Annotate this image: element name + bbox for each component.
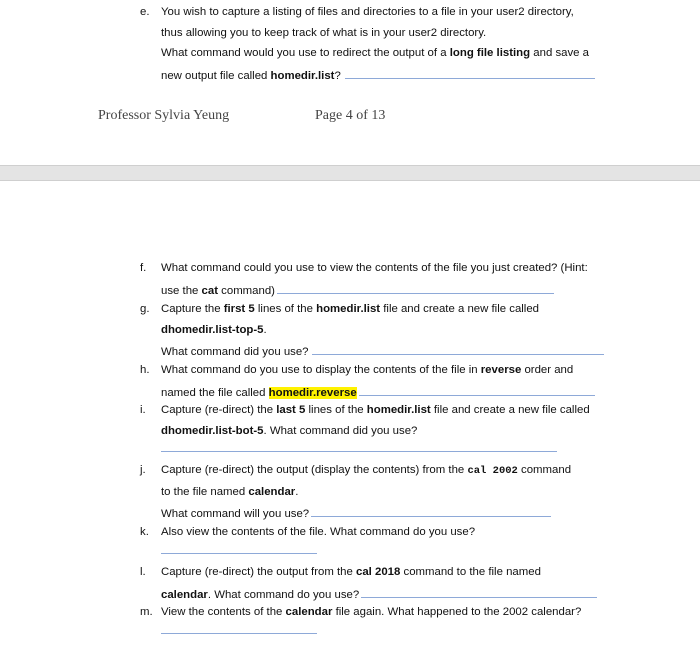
highlighted-filename: homedir.reverse: [268, 386, 357, 399]
question-i-line-1: Capture (re-direct) the last 5 lines of the homedir.list file and create a new file called: [161, 404, 590, 416]
question-g-line-2: dhomedir.list-top-5.: [161, 323, 267, 336]
question-f-line-1: What command could you use to view the contents of the file you just created? (Hint:: [161, 262, 588, 274]
page-4-bottom-section: [0, 0, 700, 165]
answer-line[interactable]: [161, 451, 557, 452]
question-e-line-1: You wish to capture a listing of files and directories to a file in your user2 directory,: [161, 6, 574, 18]
answer-line[interactable]: [312, 340, 604, 355]
footer-page-number: Page 4 of 13: [315, 108, 386, 123]
question-l-line-1: Capture (re-direct) the output from the cal 2018 command to the file named: [161, 566, 541, 578]
question-g-line-3: What command did you use?: [161, 340, 604, 363]
answer-line[interactable]: [277, 279, 554, 294]
question-i-line-2: dhomedir.list-bot-5. What command did you use?: [161, 424, 418, 437]
page-break: [0, 165, 700, 181]
question-e-line-4: new output file called homedir.list?: [161, 64, 595, 87]
answer-line[interactable]: [359, 381, 595, 396]
question-e-line-3: What command would you use to redirect the output of a long file listing and save a: [161, 47, 590, 59]
question-m-line-1: View the contents of the calendar file again. What happened to the 2002 calendar?: [161, 606, 582, 618]
question-letter: e.: [140, 6, 150, 18]
footer-professor: Professor Sylvia Yeung: [98, 108, 230, 123]
question-j-line-1: Capture (re-direct) the output (display the contents) from the cal 2002 command: [161, 464, 572, 477]
answer-line[interactable]: [345, 64, 595, 79]
question-j-line-2: to the file named calendar.: [161, 485, 299, 498]
answer-line[interactable]: [361, 583, 597, 598]
answer-line[interactable]: [161, 633, 317, 634]
question-k-line-1: Also view the contents of the file. What command do you use?: [161, 526, 476, 538]
question-h-line-2: named the file called homedir.reverse: [161, 381, 595, 404]
question-g-line-1: Capture the first 5 lines of the homedir.list file and create a new file called: [161, 303, 540, 315]
question-e-line-2: thus allowing you to keep track of what is in your user2 directory.: [161, 26, 487, 39]
answer-line[interactable]: [161, 553, 317, 554]
question-h-line-1: What command do you use to display the contents of the file in reverse order and: [161, 364, 574, 376]
answer-line[interactable]: [311, 502, 551, 517]
question-l-line-2: calendar. What command do you use?: [161, 583, 597, 606]
page-5-section: f. What command could you use to view the contents of the file you just created? (Hint: use the cat command) g. Capture the first 5 lines of the homedir.list file and create a new file called dhomedir.list-top-5. What command did you use? h. What command do you use to display the contents of the file in reverse order and named the file called homedir.reverse i. Capture (re-direct) the last 5 lines of the homedir.list file and create a new file called dhomedir.list-bot-5. What command did you use? j. Capture (re-direct) the output (display the contents) from the cal 2002 command to the file named calendar. What command will you use? k. Also view the contents of the file. What command do you use? l. Capture (re-direct) the output from the cal 2018 command to the file named calendar. What command do you use? m. View the contents of the calendar file again. What happened to the 2002 calendar?: [0, 181, 700, 653]
question-j-line-3: What command will you use?: [161, 502, 571, 525]
question-f-line-2: use the cat command): [161, 279, 588, 302]
